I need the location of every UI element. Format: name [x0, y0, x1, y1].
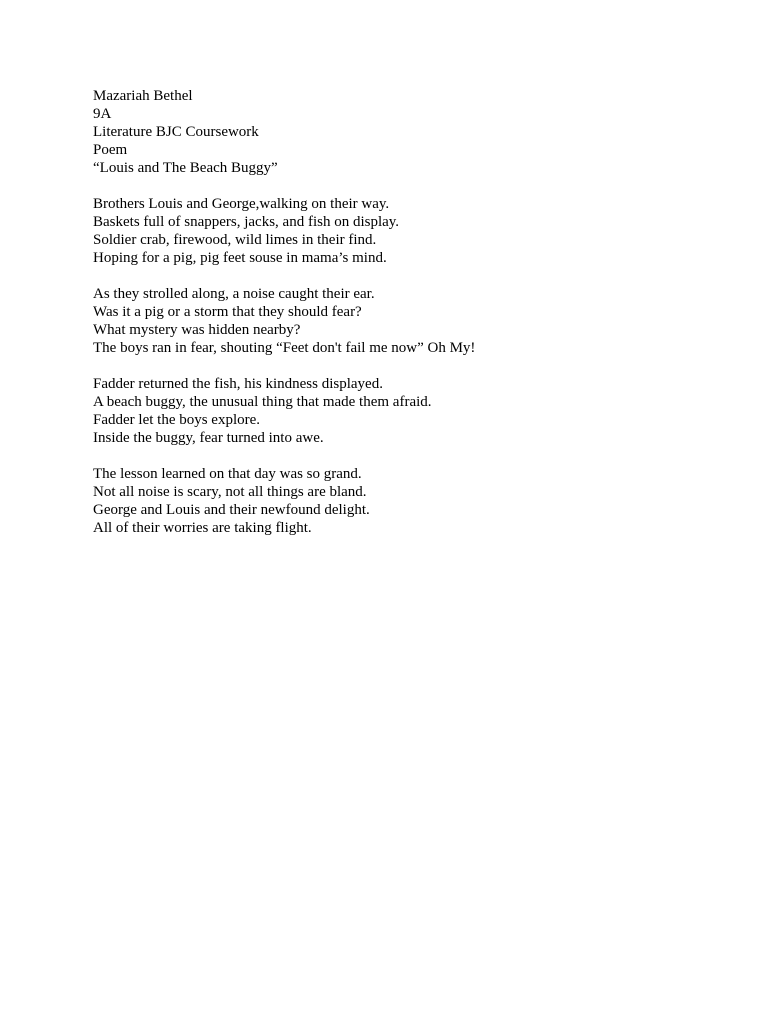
- class-label: 9A: [93, 106, 112, 122]
- poem-line: Baskets full of snappers, jacks, and fish on display.: [93, 214, 400, 230]
- spacer: [93, 177, 733, 195]
- poem-line: Inside the buggy, fear turned into awe.: [93, 430, 324, 446]
- header-block: [93, 87, 733, 177]
- course-label: Literature BJC Coursework: [93, 124, 259, 140]
- document-type: Poem: [93, 142, 128, 158]
- poem-line: What mystery was hidden nearby?: [93, 322, 301, 338]
- poem-line: As they strolled along, a noise caught their ear.: [93, 286, 375, 302]
- poem-line: The lesson learned on that day was so grand.: [93, 466, 362, 482]
- poem-line: George and Louis and their newfound delight.: [93, 502, 370, 518]
- poem-line: All of their worries are taking flight.: [93, 520, 312, 536]
- author-name: Mazariah Bethel: [93, 88, 193, 104]
- spacer: [93, 267, 733, 285]
- stanza-4: [93, 465, 733, 537]
- poem-line: Was it a pig or a storm that they should fear?: [93, 304, 362, 320]
- poem-line: Hoping for a pig, pig feet souse in mama’s mind.: [93, 250, 387, 266]
- stanza-2: [93, 285, 733, 357]
- poem-line: Brothers Louis and George,walking on their way.: [93, 196, 390, 212]
- poem-line: Soldier crab, firewood, wild limes in their find.: [93, 232, 377, 248]
- poem-line: Not all noise is scary, not all things are bland.: [93, 484, 367, 500]
- poem-line: The boys ran in fear, shouting “Feet don't fail me now” Oh My!: [93, 340, 476, 356]
- poem-title: “Louis and The Beach Buggy”: [93, 160, 278, 176]
- spacer: [93, 447, 733, 465]
- spacer: [93, 357, 733, 375]
- poem-line: Fadder returned the fish, his kindness displayed.: [93, 376, 383, 392]
- stanza-1: [93, 195, 733, 267]
- document-page: [93, 87, 733, 537]
- poem-line: A beach buggy, the unusual thing that made them afraid.: [93, 394, 432, 410]
- stanza-3: [93, 375, 733, 447]
- poem-line: Fadder let the boys explore.: [93, 412, 261, 428]
